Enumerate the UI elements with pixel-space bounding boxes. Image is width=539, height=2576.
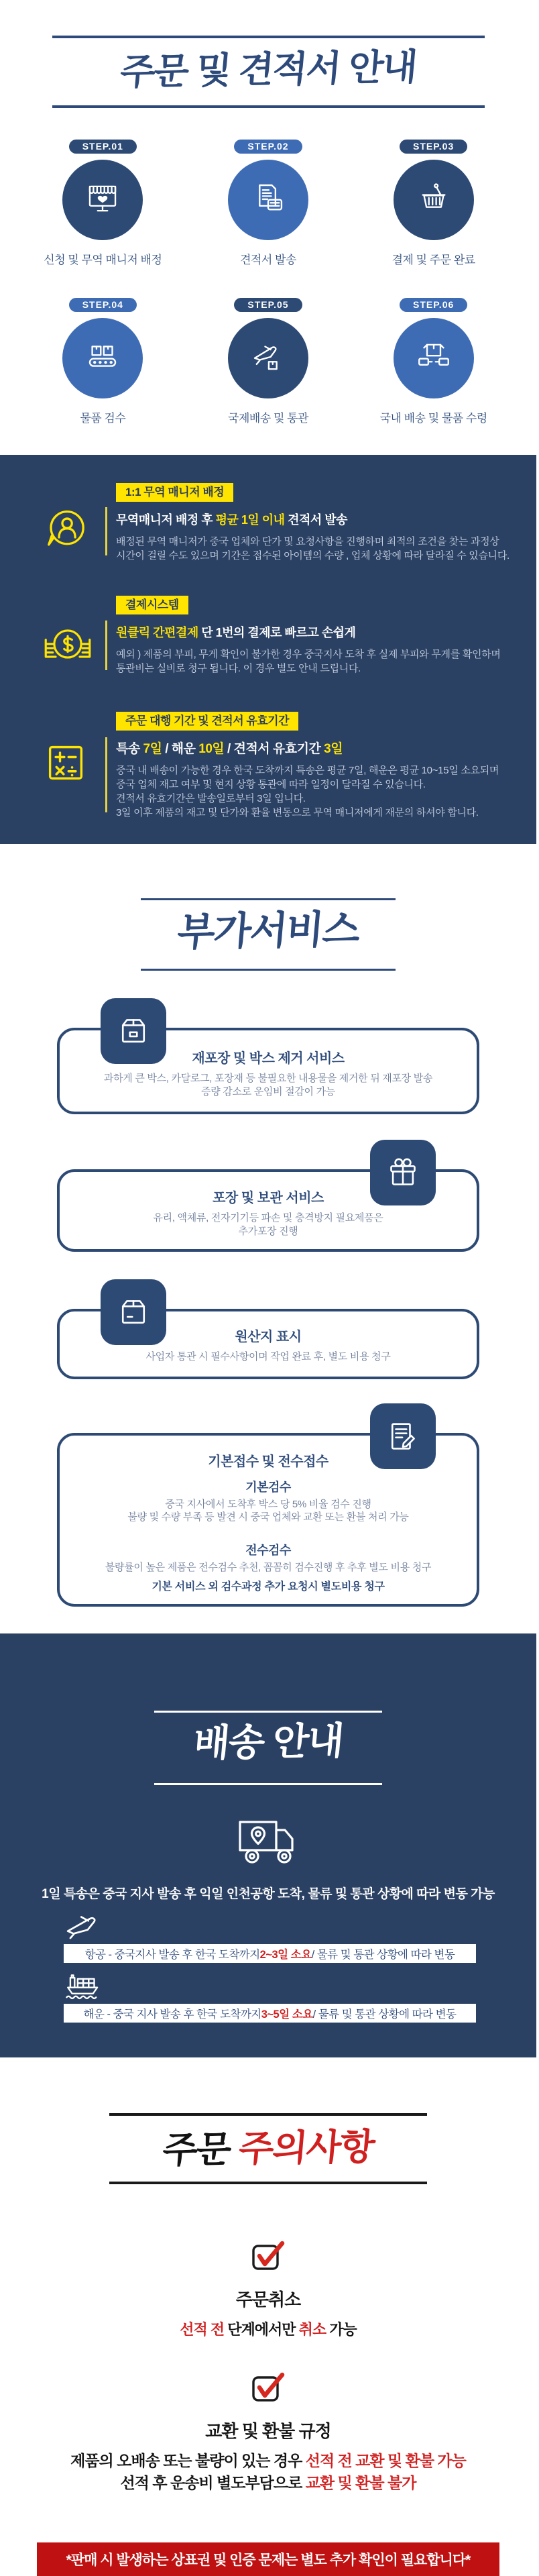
refund-rule-2: 선적 후 운송비 별도부담으로 교환 및 환불 불가 [120, 2474, 416, 2491]
caution-bottom-divider [109, 2182, 427, 2184]
box-icon [101, 998, 166, 1064]
service-card-title: 원산지 표시 [235, 1330, 302, 1344]
step-3-badge: STEP.03 [400, 140, 467, 154]
manager-box-badge: 1:1 무역 매니저 배정 [116, 483, 233, 502]
service-card-title: 재포장 및 박스 제거 서비스 [192, 1051, 345, 1066]
box-icon [101, 1279, 166, 1345]
cancel-rule: 선적 전 단계에서만 취소 가능 [180, 2321, 357, 2338]
service-card-body: 사업자 통관 시 필수사항이며 작업 완료 후, 별도 비용 청구 [145, 1351, 391, 1362]
delivery-top-divider [154, 1711, 382, 1713]
period-box-summary: 특송 7일 / 해운 10일 / 견적서 유효기간 3일 [116, 742, 343, 756]
refund-heading: 교환 및 환불 규정 [205, 2421, 331, 2441]
page-title: 주문 및 견적서 안내 [118, 47, 418, 93]
inspection-footnote: 기본 서비스 외 검수과정 추가 요청시 별도비용 청구 [152, 1581, 385, 1593]
service-card-inspection [57, 1433, 479, 1607]
step-4-badge: STEP.04 [69, 298, 137, 312]
step-4-label: 물품 검수 [80, 412, 126, 425]
storefront-monitor-icon [83, 179, 122, 221]
step-1-circle [62, 160, 143, 240]
step-3-circle [394, 160, 474, 240]
order-steps [20, 140, 516, 425]
caution-section [0, 2113, 536, 2576]
step-6-badge: STEP.06 [400, 298, 467, 312]
step-5-label: 국제배송 및 통관 [228, 412, 308, 425]
step-5-badge: STEP.05 [234, 298, 302, 312]
coins-icon [43, 627, 93, 665]
service-card-origin [57, 1309, 479, 1379]
airplane-icon [249, 337, 288, 380]
step-2 [228, 140, 308, 267]
step-6-circle [394, 318, 474, 398]
payment-box [40, 596, 510, 676]
manager-box-body: 배정된 무역 매니저가 중국 업체와 단가 및 요청사항을 진행하며 최적의 조건을 찾는 과정상 시간이 걸릴 수도 있으며 기간은 접수된 아이템의 수량 , 업체 상황에 따라 달라질 수 있습니다. [116, 536, 510, 561]
divider [105, 621, 107, 670]
refund-rule-1: 제품의 오배송 또는 불량이 있는 경우 선적 전 교환 및 환불 가능 [70, 2452, 466, 2469]
step-1 [44, 140, 162, 267]
service-card-body: 과하게 큰 박스, 카달로그, 포장재 등 불필요한 내용물을 제거한 뒤 재포장 발송 증량 감소로 운임비 절감이 가능 [103, 1073, 433, 1097]
step-4 [62, 298, 143, 425]
caution-title: 주문 주의사항 [161, 2127, 375, 2171]
calculator-icon [43, 740, 88, 789]
service-card-packing [57, 1169, 479, 1252]
basic-inspection-lines: 중국 지사에서 도착후 박스 당 5% 비율 검수 진행 불량 및 수량 부족 등 발견 시 중국 업체와 교환 또는 환불 처리 가능 [127, 1499, 409, 1523]
header-top-divider [52, 36, 485, 38]
basic-inspection-heading: 기본검수 [245, 1481, 291, 1494]
step-1-label: 신청 및 무역 매니저 배정 [44, 254, 162, 266]
truck-icon [0, 1815, 536, 1868]
period-box-badge: 주문 대행 기간 및 견적서 유효기간 [116, 712, 298, 731]
air-shipping-bar: 항공 - 중국지사 발송 후 한국 도착까지 2~3일 소요 / 물류 및 통관 상황에 따라 변동 [64, 1944, 476, 1963]
document-pencil-icon [370, 1403, 436, 1469]
ship-icon [64, 1973, 536, 2000]
invoice-icon [249, 179, 288, 221]
service-card-body: 유리, 액체류, 전자기기등 파손 및 충격방지 필요제품은 추가포장 진행 [153, 1212, 383, 1237]
info-section [0, 455, 536, 844]
order-quotation-guide-infographic [0, 36, 536, 2568]
conveyor-icon [83, 337, 122, 380]
step-2-badge: STEP.02 [234, 140, 302, 154]
period-box-body: 중국 내 배송이 가능한 경우 한국 도착까지 특송은 평균 7일, 해운은 평균 10~15일 소요되며 중국 업체 재고 여부 및 현지 상황 통관에 따라 일정이 달라질 수 있습니다. 견적서 유효기간은 발송일로부터 3일 입니다. 3일 이후 제품의 재고 및 단가와 환율 변동으로 무역 매니저에게 재문의 하셔야 합니다. [116, 765, 499, 818]
services-section [0, 898, 536, 1607]
checkbox-check-icon [0, 2239, 536, 2273]
service-card-title: 기본접수 및 전수접수 [208, 1454, 328, 1469]
step-4-circle [62, 318, 143, 398]
chat-person-icon [43, 506, 90, 557]
divider [105, 507, 107, 555]
services-bottom-divider [141, 969, 396, 971]
full-inspection-lines: 불량률이 높은 제품은 전수검수 추천, 꼼꼼히 검수진행 후 추후 별도 비용 청구 [105, 1562, 432, 1573]
sea-shipping-bar: 해운 - 중국 지사 발송 후 한국 도착까지 3~5일 소요 / 물류 및 통관 상황에 따라 변동 [64, 2004, 476, 2023]
step-5-circle [228, 318, 308, 398]
caution-top-divider [109, 2113, 427, 2116]
delivery-title: 배송 안내 [192, 1719, 345, 1764]
step-2-label: 견적서 발송 [240, 254, 296, 266]
step-5 [228, 298, 308, 425]
service-card-repack [57, 1028, 479, 1114]
period-box [40, 712, 510, 820]
step-1-badge: STEP.01 [69, 140, 137, 154]
step-2-circle [228, 160, 308, 240]
step-6 [380, 298, 487, 425]
box-hands-icon [414, 337, 453, 380]
payment-box-body: 예외 ) 제품의 부피, 무게 확인이 불가한 경우 중국지사 도착 후 실제 부피와 무게를 확인하며 통관비는 실비로 청구 됩니다. 이 경우 별도 안내 드립니다. [116, 649, 501, 674]
step-3 [392, 140, 475, 267]
trademark-warning-bar: *판매 시 발생하는 상표권 및 인증 문제는 별도 추가 확인이 필요합니다* [37, 2542, 499, 2576]
step-6-label: 국내 배송 및 물품 수령 [379, 412, 487, 425]
delivery-section [0, 1633, 536, 2057]
service-card-title: 포장 및 보관 서비스 [213, 1191, 324, 1205]
airplane-outline-icon [64, 1911, 536, 1940]
manager-box [40, 483, 510, 563]
step-3-label: 결제 및 주문 완료 [392, 254, 475, 266]
payment-box-title: 원클릭 간편결제 단 1번의 결제로 빠르고 손쉽게 [116, 626, 356, 639]
delivery-lead: 1일 특송은 중국 지사 발송 후 익일 인천공항 도착, 물류 및 통관 상황에 따라 변동 가능 [42, 1887, 495, 1901]
divider [105, 737, 107, 812]
full-inspection-heading: 전수검수 [245, 1544, 291, 1557]
services-title: 부가서비스 [175, 907, 361, 955]
manager-box-title: 무역매니저 배정 후 평균 1일 이내 견적서 발송 [116, 513, 348, 527]
services-top-divider [141, 898, 396, 900]
checkbox-check-icon [0, 2371, 536, 2404]
basket-icon [414, 179, 453, 221]
header-bottom-divider [52, 105, 485, 108]
cancel-heading: 주문취소 [235, 2290, 301, 2310]
gift-icon [370, 1140, 436, 1205]
payment-box-badge: 결제시스템 [116, 596, 188, 614]
delivery-bottom-divider [154, 1783, 382, 1785]
